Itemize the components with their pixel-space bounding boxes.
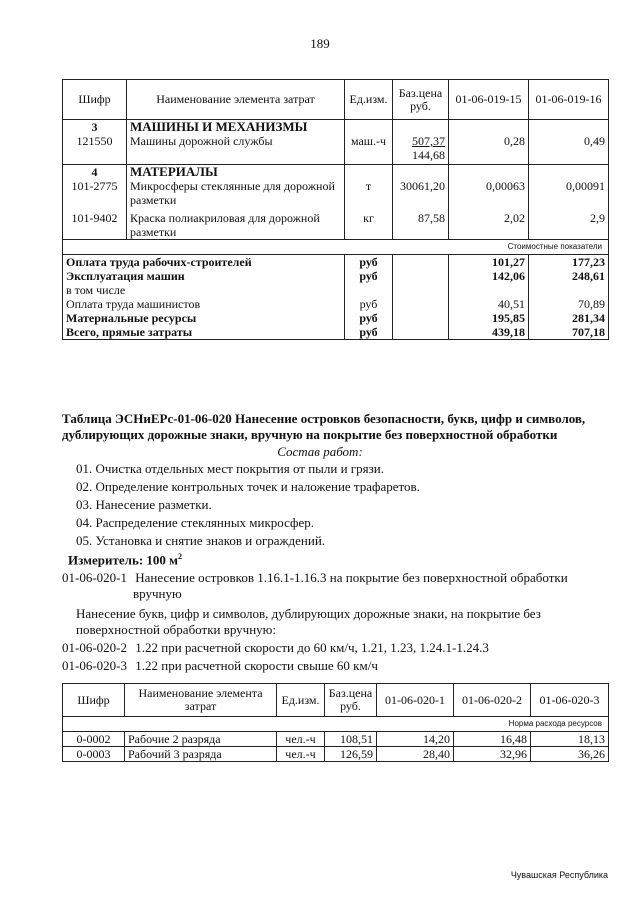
summary-unit: руб (345, 311, 393, 325)
cost-indicators-label: Стоимостные показатели (63, 239, 609, 254)
summary-row (63, 283, 609, 297)
summary-value-1: 195,85 (449, 311, 529, 325)
row-name: Краска полиакриловая для дорожной разметки (127, 207, 345, 240)
summary-row (63, 254, 609, 269)
col-header-code: Шифр (63, 80, 127, 120)
row-price (393, 134, 449, 164)
table-row (63, 179, 609, 207)
row-rate-1: 0,28 (449, 134, 529, 164)
page-number: 189 (310, 36, 330, 51)
rate-code: 01-06-020-2 (62, 640, 127, 655)
section-number: 3 (63, 120, 127, 135)
row-price: 108,51 (325, 732, 377, 747)
row-price-primary: 507,37 (412, 134, 445, 148)
row-unit: чел.-ч (277, 747, 325, 762)
col-header-unit: Ед.изм. (345, 80, 393, 120)
summary-value-2: 707,18 (529, 325, 609, 340)
work-item: 02. Определение контрольных точек и наложение трафаретов. (76, 479, 420, 494)
summary-unit: руб (345, 269, 393, 283)
summary-label: Эксплуатация машин (63, 269, 345, 283)
row-price: 30061,20 (393, 179, 449, 207)
col-header-rate-3: 01-06-020-3 (531, 684, 609, 717)
rate-text: Нанесение островков 1.16.1-1.16.3 на покрытие без поверхностной обработки (135, 570, 568, 585)
measurement-exponent: 2 (178, 552, 183, 561)
row-rate-1: 0,00063 (449, 179, 529, 207)
table-row (63, 732, 609, 747)
row-unit: маш.-ч (345, 134, 393, 164)
measurement-unit (68, 552, 182, 568)
work-item: 04. Распределение стеклянных микросфер. (76, 515, 314, 530)
row-rate-3: 18,13 (531, 732, 609, 747)
row-name: Микросферы стеклянные для дорожной разметки (127, 179, 345, 207)
work-item: 01. Очистка отдельных мест покрытия от пыли и грязи. (76, 461, 384, 476)
col-header-rate-1: 01-06-019-15 (449, 80, 529, 120)
group-description-line-1: Нанесение букв, цифр и символов, дублирующих дорожные знаки, на покрытие без (76, 606, 541, 621)
row-price-secondary: 144,68 (412, 148, 445, 162)
col-header-unit: Ед.изм. (277, 684, 325, 717)
summary-row (63, 269, 609, 283)
summary-value-1: 142,06 (449, 269, 529, 283)
col-header-price: Баз.цена руб. (325, 684, 377, 717)
table-header-row (63, 80, 609, 120)
code-description (62, 570, 622, 586)
row-rate-1: 2,02 (449, 207, 529, 240)
col-header-name: Наименование элемента затрат (127, 80, 345, 120)
row-rate-2: 32,96 (454, 747, 531, 762)
table-header-row (63, 684, 609, 717)
summary-value-2: 281,34 (529, 311, 609, 325)
col-header-code: Шифр (63, 684, 125, 717)
row-code: 0-0003 (63, 747, 125, 762)
table-row (63, 134, 609, 164)
rate-code: 01-06-020-3 (62, 658, 127, 673)
rate-text: 1.22 при расчетной скорости свыше 60 км/ч (135, 658, 378, 673)
summary-value-1: 101,27 (449, 254, 529, 269)
row-rate-2: 16,48 (454, 732, 531, 747)
row-code: 0-0002 (63, 732, 125, 747)
code-description (62, 640, 622, 656)
summary-value-1: 40,51 (449, 297, 529, 311)
row-price: 87,58 (393, 207, 449, 240)
section-number: 4 (63, 164, 127, 179)
col-header-rate-2: 01-06-020-2 (454, 684, 531, 717)
row-unit: кг (345, 207, 393, 240)
rate-text: 1.22 при расчетной скорости до 60 км/ч, 1.21, 1.23, 1.24.1-1.24.3 (135, 640, 489, 655)
section-title: МАТЕРИАЛЫ (127, 164, 345, 179)
row-name: Рабочие 2 разряда (125, 732, 277, 747)
work-item: 03. Нанесение разметки. (76, 497, 212, 512)
summary-row (63, 297, 609, 311)
row-rate-2: 0,49 (529, 134, 609, 164)
summary-value-2: 248,61 (529, 269, 609, 283)
section-row-materials (63, 164, 609, 179)
row-price: 126,59 (325, 747, 377, 762)
table-title (62, 411, 622, 443)
row-unit: чел.-ч (277, 732, 325, 747)
summary-value-2: 177,23 (529, 254, 609, 269)
table-title-line-1: Таблица ЭСНиЕРс-01-06-020 Нанесение островков безопасности, букв, цифр и символов, (62, 411, 586, 426)
group-description-line-2: поверхностной обработки вручную: (76, 622, 277, 637)
summary-value-1: 439,18 (449, 325, 529, 340)
row-code: 101-2775 (63, 179, 127, 207)
summary-label: в том числе (63, 283, 345, 297)
table-title-line-2: дублирующих дорожные знаки, вручную на покрытие без поверхностной обработки (62, 427, 558, 442)
row-code: 101-9402 (63, 207, 127, 240)
rate-code: 01-06-020-1 (62, 570, 127, 585)
code-description (62, 658, 622, 674)
resource-table-019 (62, 79, 609, 340)
row-name: Рабочий 3 разряда (125, 747, 277, 762)
summary-label: Материальные ресурсы (63, 311, 345, 325)
row-rate-2: 0,00091 (529, 179, 609, 207)
summary-unit: руб (345, 325, 393, 340)
summary-label: Всего, прямые затраты (63, 325, 345, 340)
col-header-rate-1: 01-06-020-1 (377, 684, 454, 717)
summary-label: Оплата труда рабочих-строителей (63, 254, 345, 269)
table-row (63, 207, 609, 240)
row-rate-3: 36,26 (531, 747, 609, 762)
cost-indicators-row (63, 239, 609, 254)
measurement-label: Измеритель: 100 м (68, 552, 179, 568)
work-item: 05. Установка и снятие знаков и ограждений. (76, 533, 326, 548)
rate-text-continued: вручную (133, 586, 182, 601)
col-header-price: Баз.цена руб. (393, 80, 449, 120)
works-heading: Состав работ: (277, 444, 363, 459)
row-unit: т (345, 179, 393, 207)
norm-note-row (63, 717, 609, 732)
summary-label: Оплата труда машинистов (63, 297, 345, 311)
norm-note-label: Норма расхода ресурсов (63, 717, 609, 732)
section-title: МАШИНЫ И МЕХАНИЗМЫ (127, 120, 345, 135)
footer-region: Чувашская Республика (510, 870, 608, 880)
resource-table-020 (62, 683, 609, 762)
section-row-machines (63, 120, 609, 135)
summary-unit: руб (345, 297, 393, 311)
row-name: Машины дорожной службы (127, 134, 345, 164)
row-rate-1: 28,40 (377, 747, 454, 762)
table-row (63, 747, 609, 762)
col-header-name: Наименование элемента затрат (125, 684, 277, 717)
summary-unit: руб (345, 254, 393, 269)
row-code: 121550 (63, 134, 127, 164)
col-header-rate-2: 01-06-019-16 (529, 80, 609, 120)
row-rate-1: 14,20 (377, 732, 454, 747)
row-rate-2: 2,9 (529, 207, 609, 240)
summary-row-total (63, 325, 609, 340)
summary-row (63, 311, 609, 325)
summary-value-2: 70,89 (529, 297, 609, 311)
